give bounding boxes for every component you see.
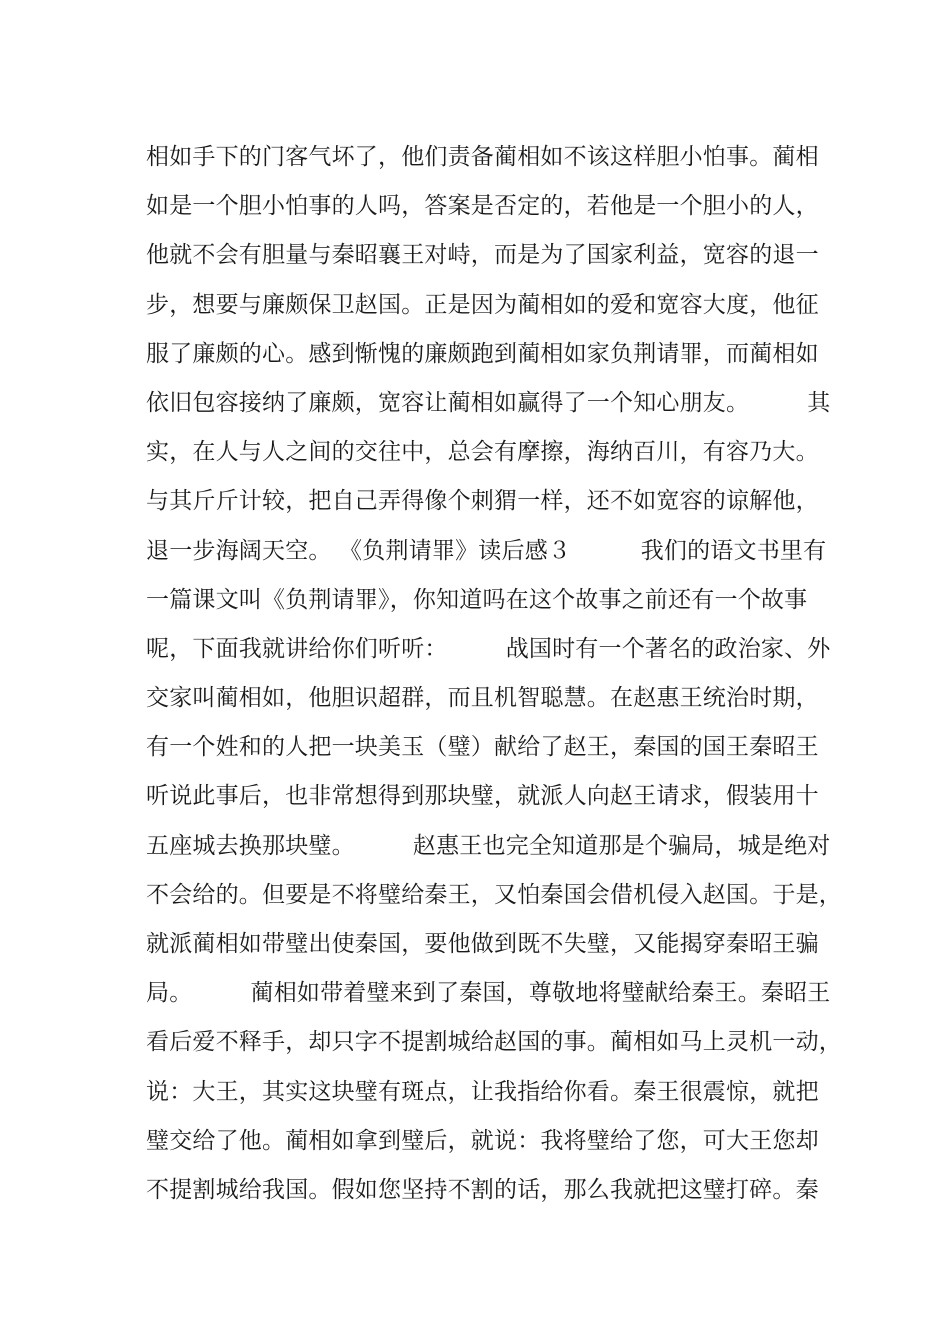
text-line: 呢，下面我就讲给你们听听： 战国时有一个著名的政治家、外 bbox=[146, 635, 831, 662]
text-line: 璧交给了他。蔺相如拿到璧后，就说：我将璧给了您，可大王您却 bbox=[146, 1127, 819, 1154]
text-line: 他就不会有胆量与秦昭襄王对峙，而是为了国家利益，宽容的退一 bbox=[146, 242, 819, 269]
text-line: 看后爱不释手，却只字不提割城给赵国的事。蔺相如马上灵机一动， bbox=[146, 1029, 842, 1056]
text-line: 服了廉颇的心。感到惭愧的廉颇跑到蔺相如家负荆请罪，而蔺相如 bbox=[146, 340, 819, 367]
text-line: 实，在人与人之间的交往中，总会有摩擦，海纳百川，有容乃大。 bbox=[146, 439, 819, 466]
text-line: 不会给的。但要是不将璧给秦王，又怕秦国会借机侵入赵国。于是， bbox=[146, 881, 842, 908]
text-line: 一篇课文叫《负荆请罪》，你知道吗在这个故事之前还有一个故事 bbox=[146, 586, 808, 613]
text-line: 听说此事后，也非常想得到那块璧，就派人向赵王请求，假装用十 bbox=[146, 783, 819, 810]
text-line: 就派蔺相如带璧出使秦国，要他做到既不失璧，又能揭穿秦昭王骗 bbox=[146, 931, 819, 957]
text-line: 依旧包容接纳了廉颇，宽容让蔺相如赢得了一个知心朋友。 其 bbox=[146, 389, 831, 416]
text-line: 交家叫蔺相如，他胆识超群，而且机智聪慧。在赵惠王统治时期， bbox=[146, 685, 819, 712]
text-line: 与其斤斤计较，把自己弄得像个刺猬一样，还不如宽容的谅解他， bbox=[146, 488, 819, 515]
text-line: 局。 蔺相如带着璧来到了秦国，尊敬地将璧献给秦王。秦昭王 bbox=[146, 980, 831, 1007]
text-line: 步，想要与廉颇保卫赵国。正是因为蔺相如的爱和宽容大度，他征 bbox=[146, 291, 819, 318]
text-line: 退一步海阔天空。 《负荆请罪》读后感３ 我们的语文书里有 bbox=[146, 537, 827, 564]
body-text bbox=[146, 133, 842, 1215]
text-line: 有一个姓和的人把一块美玉（璧）献给了赵王，秦国的国王秦昭王 bbox=[146, 734, 819, 761]
text-line: 不提割城给我国。假如您坚持不割的话，那么我就把这璧打碎。秦 bbox=[146, 1176, 819, 1203]
text-line: 五座城去换那块璧。 赵惠王也完全知道那是个骗局，城是绝对 bbox=[146, 832, 831, 859]
text-line: 相如手下的门客气坏了，他们责备蔺相如不该这样胆小怕事。蔺相 bbox=[146, 144, 819, 170]
text-line: 如是一个胆小怕事的人吗，答案是否定的，若他是一个胆小的人， bbox=[146, 193, 819, 220]
text-line: 说：大王，其实这块璧有斑点，让我指给你看。秦王很震惊，就把 bbox=[146, 1078, 819, 1105]
